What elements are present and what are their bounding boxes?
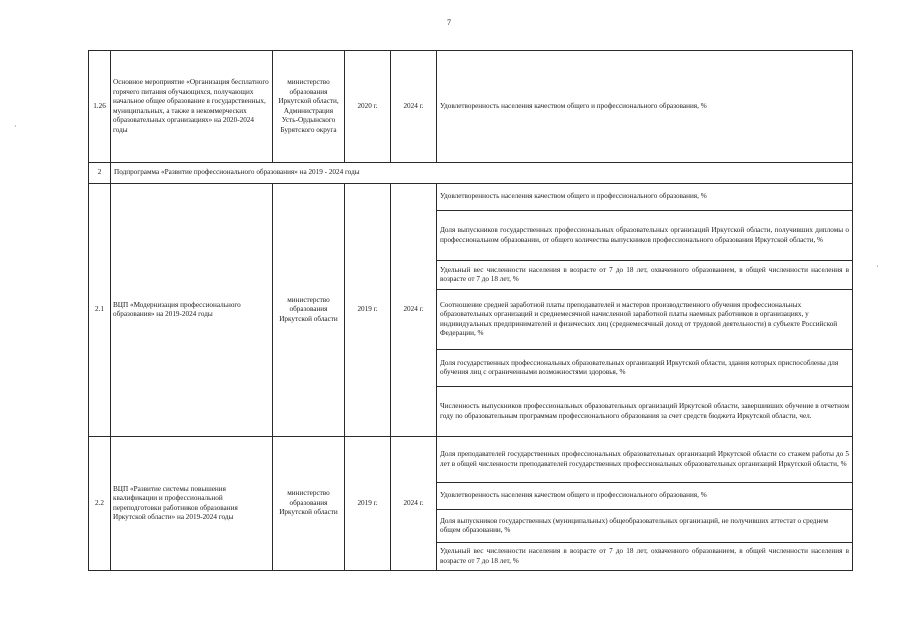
indicator: Доля выпускников государственных (муниципальных) общеобразовательных организаций, не получивших аттестат о среднем общем образовании, % xyxy=(437,510,853,543)
executor: министерство образования Иркутской области, Администрация Усть-Ордынского Бурятского округа xyxy=(273,51,345,163)
indicator: Удельный вес численности населения в возрасте от 7 до 18 лет, охваченного образованием, в общей численности населения в возрасте от 7 до 18 лет, % xyxy=(437,543,853,571)
measure-name: ВЦП «Развитие системы повышения квалификации и профессиональной переподготовки работников образования Иркутской области» на 2019-2024 годы xyxy=(111,437,273,571)
start-year: 2019 г. xyxy=(345,437,391,571)
executor: министерство образования Иркутской области xyxy=(273,184,345,437)
row-number: 2.2 xyxy=(89,437,111,571)
program-table xyxy=(88,50,853,571)
row-number: 2 xyxy=(89,163,111,184)
start-year: 2019 г. xyxy=(345,184,391,437)
indicator: Удовлетворенность населения качеством общего и профессионального образования, % xyxy=(437,184,853,211)
margin-mark: · xyxy=(876,262,879,271)
start-year: 2020 г. xyxy=(345,51,391,163)
indicator: Численность выпускников профессиональных образовательных организаций Иркутской области, завершивших обучение в отчетном году по образовательным программам профессионального образования за счет средств бюджета Иркутской области, чел. xyxy=(437,387,853,437)
table-row-2-2 xyxy=(89,437,853,483)
row-number: 1.26 xyxy=(89,51,111,163)
end-year: 2024 г. xyxy=(391,437,437,571)
indicator: Удовлетворенность населения качеством общего и профессионального образования, % xyxy=(437,51,853,163)
indicator: Доля выпускников государственных профессиональных образовательных организаций Иркутской области, получивших дипломы о профессиональном образовании, от общего количества выпускников профессионального образования Иркутской области, % xyxy=(437,211,853,261)
table-row-2-1 xyxy=(89,184,853,211)
page-number: 7 xyxy=(447,18,451,27)
end-year: 2024 г. xyxy=(391,51,437,163)
margin-mark: · xyxy=(14,122,17,131)
measure-name: ВЦП «Модернизация профессионального образования» на 2019-2024 годы xyxy=(111,184,273,437)
indicator: Удельный вес численности населения в возрасте от 7 до 18 лет, охваченного образованием, в общей численности населения в возрасте от 7 до 18 лет, % xyxy=(437,261,853,290)
table-row-subprogram xyxy=(89,163,853,184)
end-year: 2024 г. xyxy=(391,184,437,437)
row-number: 2.1 xyxy=(89,184,111,437)
indicator: Удовлетворенность населения качеством общего и профессионального образования, % xyxy=(437,483,853,510)
subprogram-title: Подпрограмма «Развитие профессионального образования» на 2019 - 2024 годы xyxy=(111,163,853,184)
table-row-1-26 xyxy=(89,51,853,163)
indicator: Доля преподавателей государственных профессиональных образовательных организаций Иркутской области со стажем работы до 5 лет в общей численности преподавателей государственных профессиональных образовательных организаций Иркутской области, % xyxy=(437,437,853,483)
indicator: Соотношение средней заработной платы преподавателей и мастеров производственного обучения профессиональных образовательных организаций и среднемесячной начисленной заработной платы наемных работников в организациях, у индивидуальных предпринимателей и физических лиц (среднемесячный доход от трудовой деятельности) в субъекте Российской Федерации, % xyxy=(437,290,853,350)
indicator: Доля государственных профессиональных образовательных организаций Иркутской области, здания которых приспособлены для обучения лиц с ограниченными возможностями здоровья, % xyxy=(437,350,853,387)
executor: министерство образования Иркутской области xyxy=(273,437,345,571)
measure-name: Основное мероприятие «Организация бесплатного горячего питания обучающихся, получающих начальное общее образование в государственных, муниципальных, а также в некоммерческих образовательных организациях» на 2020-2024 годы xyxy=(111,51,273,163)
